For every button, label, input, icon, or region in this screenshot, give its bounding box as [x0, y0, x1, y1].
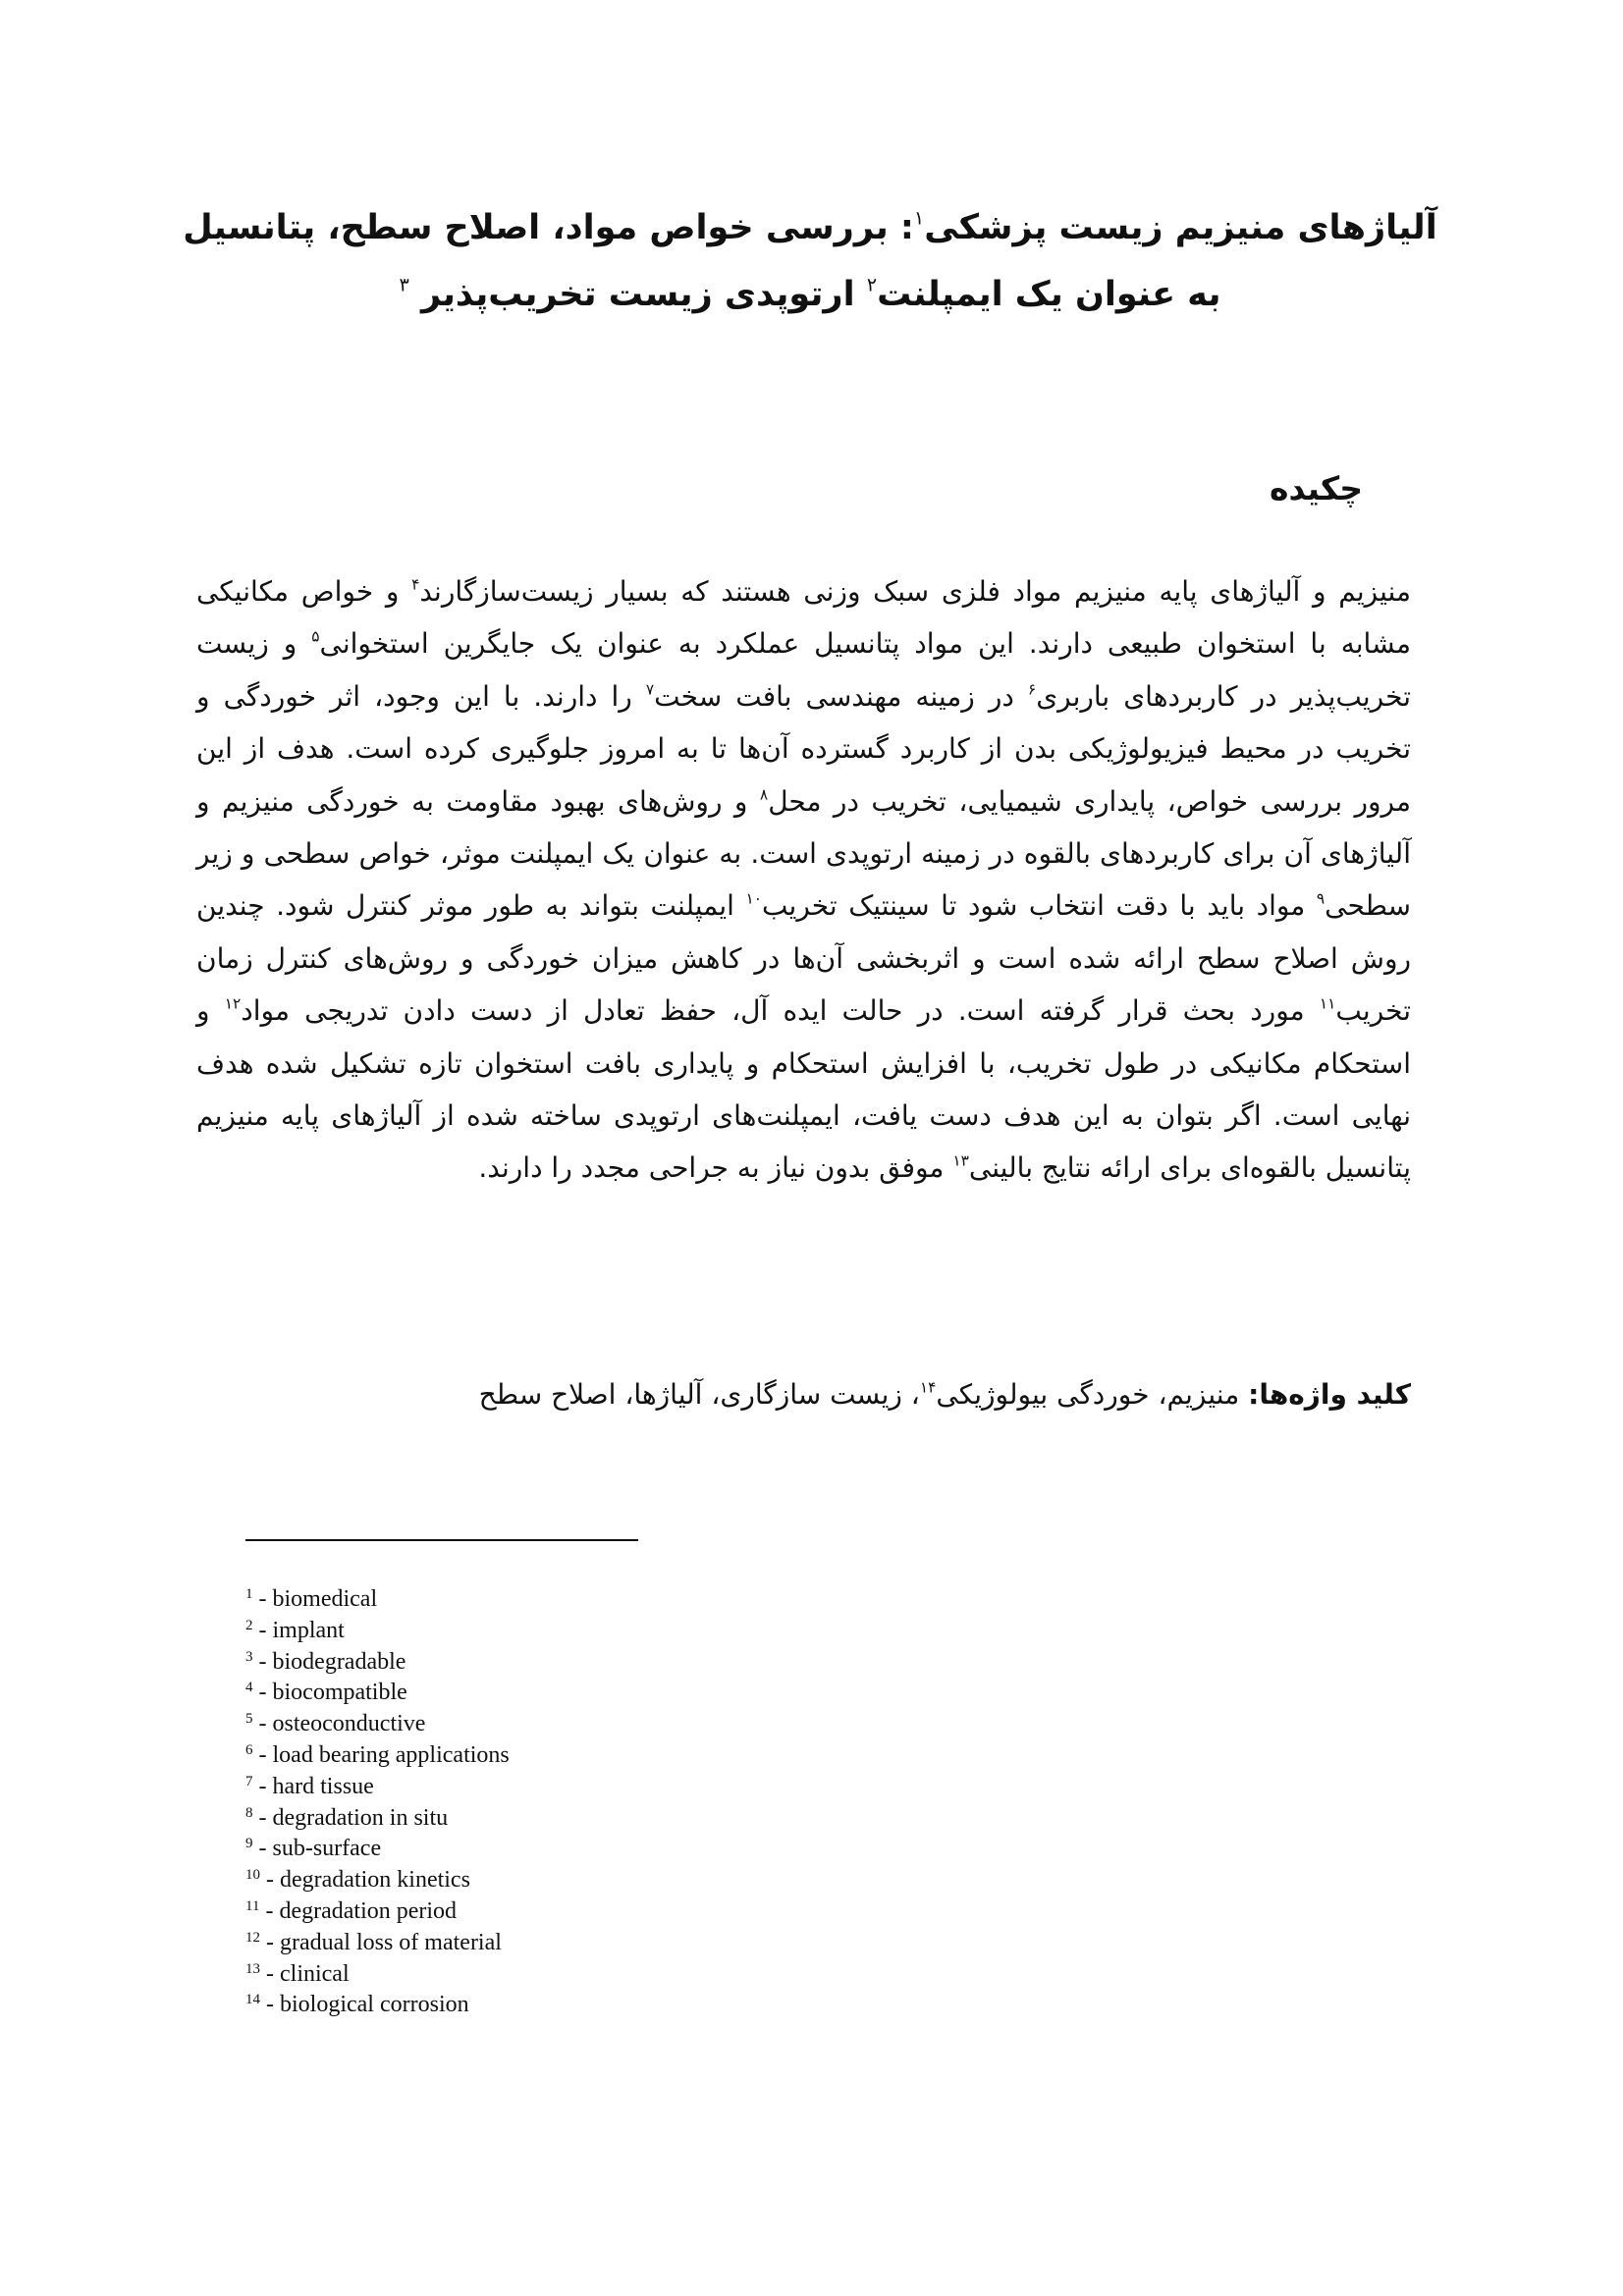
- title-text: آلیاژهای منیزیم زیست پزشکی: [924, 208, 1437, 247]
- keywords-text: ، زیست سازگاری، آلیاژها، اصلاح سطح: [478, 1378, 920, 1411]
- footnote-text: - hard tissue: [252, 1773, 374, 1799]
- abstract-text: مورد بحث قرار گرفته است. در حالت ایده آل، حفظ تعادل از دست دادن تدریجی مواد: [241, 994, 1320, 1028]
- footnote-item: [245, 1990, 933, 2021]
- abstract-text: مواد باید با دقت انتخاب شود تا سینتیک تخریب: [762, 889, 1317, 923]
- abstract-paragraph: [196, 565, 1411, 1195]
- footnote-divider: [245, 1539, 638, 1541]
- footnote-text: - implant: [252, 1617, 345, 1643]
- abstract-text: و زیست تخریب‌پذیر در کاربردهای باربری: [196, 627, 1411, 713]
- footnote-ref[interactable]: ۳: [399, 273, 409, 296]
- footnote-text: - load bearing applications: [252, 1741, 510, 1768]
- footnote-ref[interactable]: ۲: [866, 273, 878, 296]
- title-text: : بررسی خواص مواد، اصلاح سطح، پتانسیل به عنوان یک ایمپلنت: [183, 208, 1221, 314]
- footnote-item: [245, 1709, 933, 1740]
- footnote-item: [245, 1896, 933, 1928]
- footnote-ref[interactable]: ۸: [759, 785, 769, 804]
- footnote-number: 5: [245, 1711, 253, 1728]
- footnote-number: 2: [245, 1617, 253, 1633]
- abstract-text: موفق بدون نیاز به جراحی مجدد را دارند.: [478, 1151, 953, 1185]
- keywords-line: [196, 1369, 1411, 1420]
- abstract-text: را دارند. با این وجود، اثر خوردگی و تخریب در محیط فیزیولوژیکی بدن از کاربرد گسترده آن‌ها تا به امروز جلوگیری کرده است. هدف از این مرور بررسی خواص، پایداری شیمیایی، تخریب در محل: [196, 679, 1411, 818]
- footnote-item: [245, 1803, 933, 1835]
- footnote-item: [245, 1865, 933, 1896]
- abstract-text: و استحکام مکانیکی در طول تخریب، با افزایش استحکام و پایداری بافت استخوان تازه تشکیل شده هدف نهایی است. اگر بتوان به این هدف دست یافت، ایمپلنت‌های ارتوپدی ساخته شده از آلیاژهای پایه منیزیم پتانسیل بالقوه‌ای برای ارائه نتایج بالینی: [196, 994, 1411, 1185]
- footnote-text: - degradation period: [259, 1897, 458, 1924]
- footnote-number: 13: [245, 1960, 260, 1977]
- footnote-item: [245, 1959, 933, 1991]
- footnote-number: 4: [245, 1680, 253, 1696]
- abstract-heading: چکیده: [1270, 469, 1363, 507]
- footnote-text: - gradual loss of material: [260, 1929, 502, 1955]
- footnote-ref[interactable]: ۱۲: [224, 994, 242, 1013]
- footnote-ref[interactable]: ۷: [645, 680, 655, 699]
- footnote-item: [245, 1740, 933, 1772]
- footnote-text: - biodegradable: [252, 1648, 406, 1675]
- footnote-number: 6: [245, 1741, 253, 1758]
- paper-title: [177, 194, 1443, 328]
- footnote-item: [245, 1678, 933, 1709]
- footnote-text: - biocompatible: [252, 1680, 407, 1706]
- footnote-item: [245, 1834, 933, 1865]
- footnote-ref[interactable]: ۹: [1316, 889, 1325, 908]
- footnote-text: - osteoconductive: [252, 1711, 426, 1737]
- abstract-text: منیزیم و آلیاژهای پایه منیزیم مواد فلزی سبک وزنی هستند که بسیار زیست‌سازگارند: [419, 575, 1412, 608]
- footnote-number: 1: [245, 1586, 253, 1602]
- footnote-number: 10: [245, 1867, 260, 1884]
- abstract-text: و روش‌های بهبود مقاومت به خوردگی منیزیم و آلیاژهای آن برای کاربردهای بالقوه در زمینه ارتوپدی است. به عنوان یک ایمپلنت موثر، خواص سطحی و زیر سطحی: [196, 784, 1411, 923]
- keywords-label: کلید واژه‌ها:: [1248, 1378, 1411, 1411]
- title-text: ارتوپدی زیست تخریب‌پذیر: [420, 275, 867, 314]
- footnote-item: [245, 1928, 933, 1959]
- footnote-text: - sub-surface: [252, 1836, 382, 1862]
- footnote-item: [245, 1616, 933, 1647]
- abstract-text: در زمینه مهندسی بافت سخت: [654, 679, 1028, 713]
- footnote-ref[interactable]: ۵: [311, 627, 320, 646]
- footnote-ref[interactable]: ۶: [1027, 680, 1037, 699]
- footnote-text: - clinical: [260, 1960, 350, 1987]
- footnote-number: 9: [245, 1836, 253, 1852]
- footnote-number: 14: [245, 1992, 260, 2008]
- footnote-ref[interactable]: ۱۴: [919, 1378, 937, 1397]
- footnote-ref[interactable]: ۱۱: [1319, 994, 1336, 1013]
- footnote-text: - degradation kinetics: [260, 1867, 470, 1894]
- footnote-ref[interactable]: ۱۳: [952, 1151, 969, 1170]
- footnote-item: [245, 1772, 933, 1803]
- footnote-ref[interactable]: ۱: [913, 206, 925, 230]
- footnote-number: 12: [245, 1929, 260, 1946]
- abstract-text: و خواص مکانیکی مشابه با استخوان طبیعی دارند. این مواد پتانسیل عملکرد به عنوان یک جایگرین استخوانی: [196, 575, 1412, 661]
- footnote-text: - biomedical: [252, 1586, 378, 1612]
- footnote-number: 8: [245, 1804, 253, 1821]
- footnote-item: [245, 1584, 933, 1616]
- footnote-item: [245, 1647, 933, 1679]
- footnote-number: 3: [245, 1648, 253, 1665]
- footnote-ref[interactable]: ۱۰: [745, 889, 763, 908]
- footnote-number: 11: [245, 1897, 260, 1914]
- keywords-text: منیزیم، خوردگی بیولوژیکی: [936, 1378, 1249, 1411]
- footnote-text: - biological corrosion: [260, 1992, 469, 2018]
- abstract-text: ایمپلنت بتواند به طور موثر کنترل شود. چندین روش اصلاح سطح ارائه شده است و اثربخشی آن‌ها در کاهش میزان خوردگی و روش‌های کنترل زمان تخریب: [196, 889, 1412, 1028]
- footnote-list: [245, 1584, 933, 2021]
- footnote-text: - degradation in situ: [252, 1804, 449, 1831]
- footnote-number: 7: [245, 1773, 253, 1789]
- footnote-ref[interactable]: ۴: [411, 575, 420, 594]
